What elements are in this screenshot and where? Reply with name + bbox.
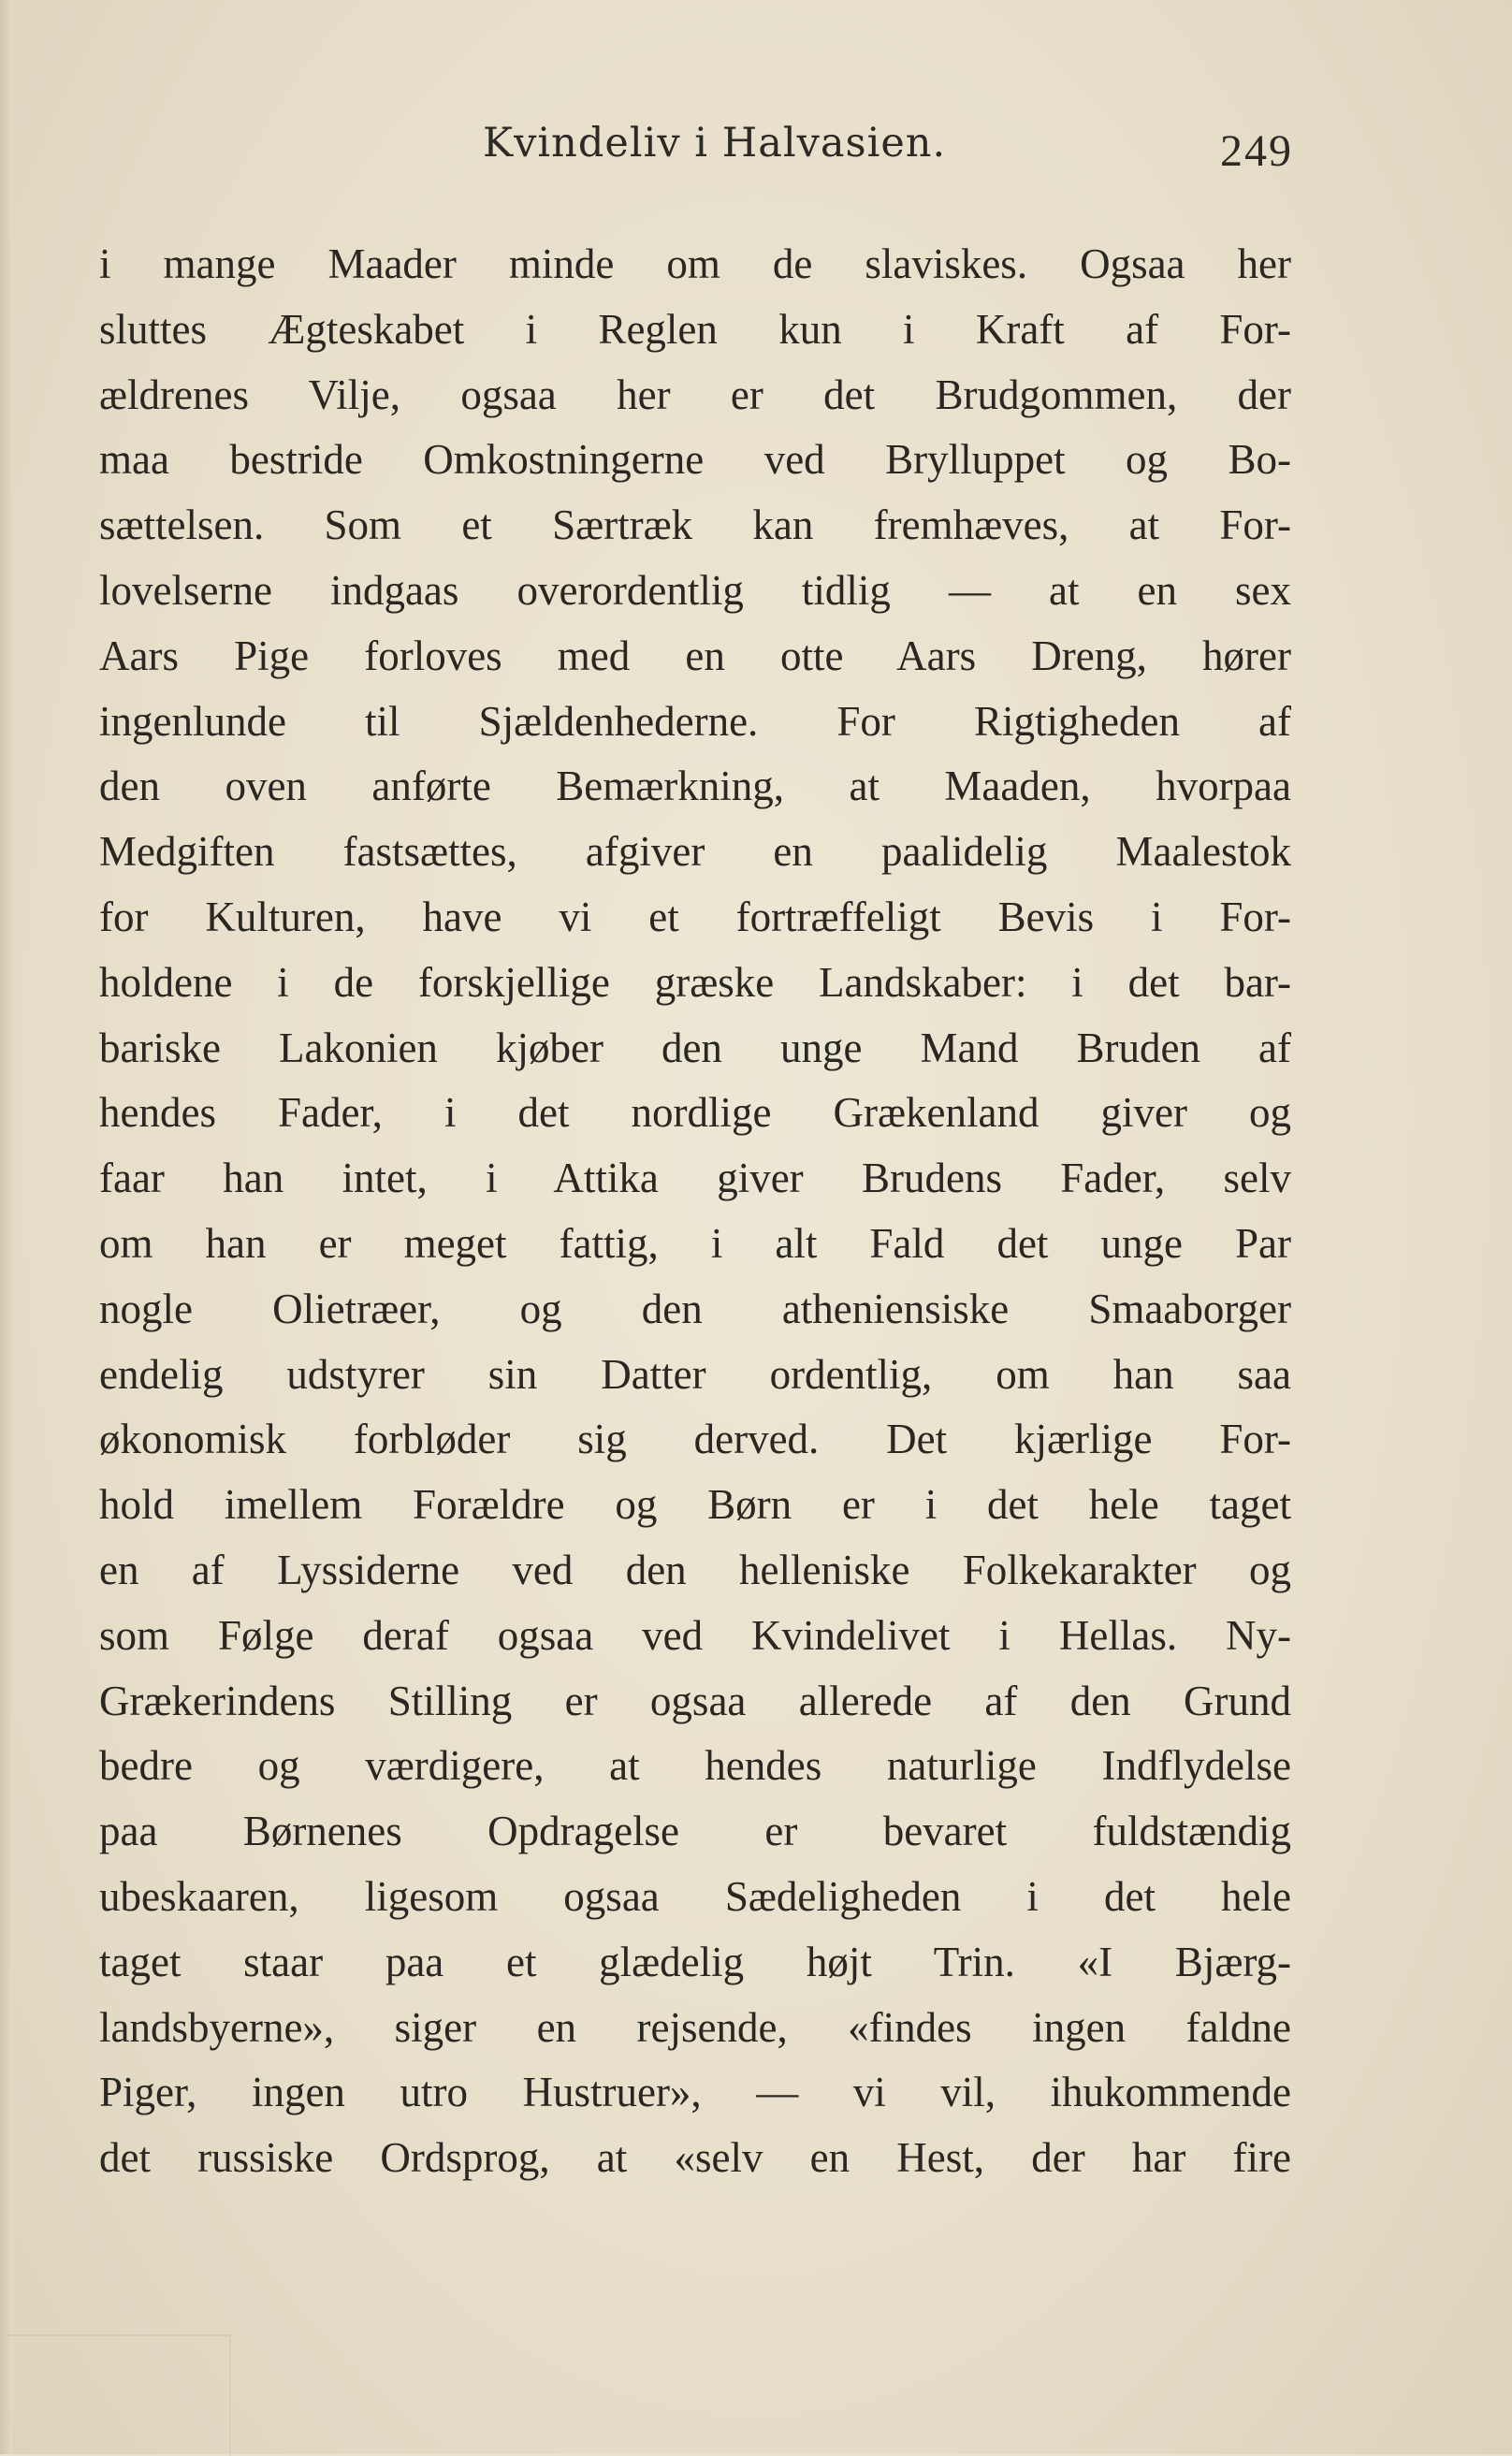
- text-line: i mange Maader minde om de slaviskes. Ogsaa her: [99, 240, 1291, 287]
- text-line: bedre og værdigere, at hendes naturlige Indflydelse: [99, 1742, 1291, 1790]
- text-line: paa Børnenes Opdragelse er bevaret fuldstændig: [99, 1808, 1291, 1855]
- text-line: taget staar paa et glædelig højt Trin. «I Bjærg-: [99, 1938, 1291, 1985]
- text-line: bariske Lakonien kjøber den unge Mand Bruden af: [99, 1024, 1291, 1071]
- page-number: 249: [1220, 126, 1293, 176]
- text-line: nogle Olietræer, og den atheniensiske Smaaborger: [99, 1285, 1291, 1332]
- text-line: maa bestride Omkostningerne ved Brylluppet og Bo-: [99, 436, 1291, 484]
- text-line: som Følge deraf ogsaa ved Kvindelivet i Hellas. Ny-: [99, 1611, 1291, 1659]
- text-line: Grækerindens Stilling er ogsaa allerede af den Grund: [99, 1677, 1291, 1724]
- text-line: hendes Fader, i det nordlige Grækenland giver og: [99, 1089, 1291, 1137]
- text-line: den oven anførte Bemærkning, at Maaden, hvorpaa: [99, 763, 1291, 810]
- text-line: Piger, ingen utro Hustruer», — vi vil, ihukommende: [99, 2069, 1291, 2116]
- text-line: lovelserne indgaas overordentlig tidlig — at en sex: [99, 566, 1291, 614]
- text-line: sluttes Ægteskabet i Reglen kun i Kraft af For-: [99, 305, 1291, 353]
- text-line: Medgiften fastsættes, afgiver en paalidelig Maalestok: [99, 828, 1291, 876]
- page-stain-mark: [0, 2334, 231, 2456]
- body-text: [99, 232, 1291, 2191]
- text-line: økonomisk forbløder sig derved. Det kjærlige For-: [99, 1416, 1291, 1463]
- page-left-edge: [0, 0, 13, 2454]
- text-line: for Kulturen, have vi et fortræffeligt Bevis i For-: [99, 893, 1291, 940]
- text-line: ingenlunde til Sjældenhederne. For Rigtigheden af: [99, 697, 1291, 745]
- text-line: en af Lyssiderne ved den helleniske Folkekarakter og: [99, 1546, 1291, 1593]
- text-line: endelig udstyrer sin Datter ordentlig, om han saa: [99, 1350, 1291, 1398]
- text-line: holdene i de forskjellige græske Landskaber: i det bar-: [99, 958, 1291, 1006]
- text-line: ældrenes Vilje, ogsaa her er det Brudgommen, der: [99, 371, 1291, 418]
- text-line: sættelsen. Som et Særtræk kan fremhæves, at For-: [99, 501, 1291, 549]
- text-line: landsbyerne», siger en rejsende, «findes ingen faldne: [99, 2003, 1291, 2051]
- text-line: faar han intet, i Attika giver Brudens Fader, selv: [99, 1155, 1291, 1202]
- text-line: det russiske Ordsprog, at «selv en Hest, der har fire: [99, 2134, 1291, 2182]
- running-head: Kvindeliv i Halvasien.: [483, 120, 947, 167]
- text-line: hold imellem Forældre og Børn er i det hele taget: [99, 1481, 1291, 1529]
- text-line: om han er meget fattig, i alt Fald det unge Par: [99, 1219, 1291, 1267]
- text-line: Aars Pige forloves med en otte Aars Dreng, hører: [99, 632, 1291, 679]
- text-line: ubeskaaren, ligesom ogsaa Sædeligheden i det hele: [99, 1872, 1291, 1920]
